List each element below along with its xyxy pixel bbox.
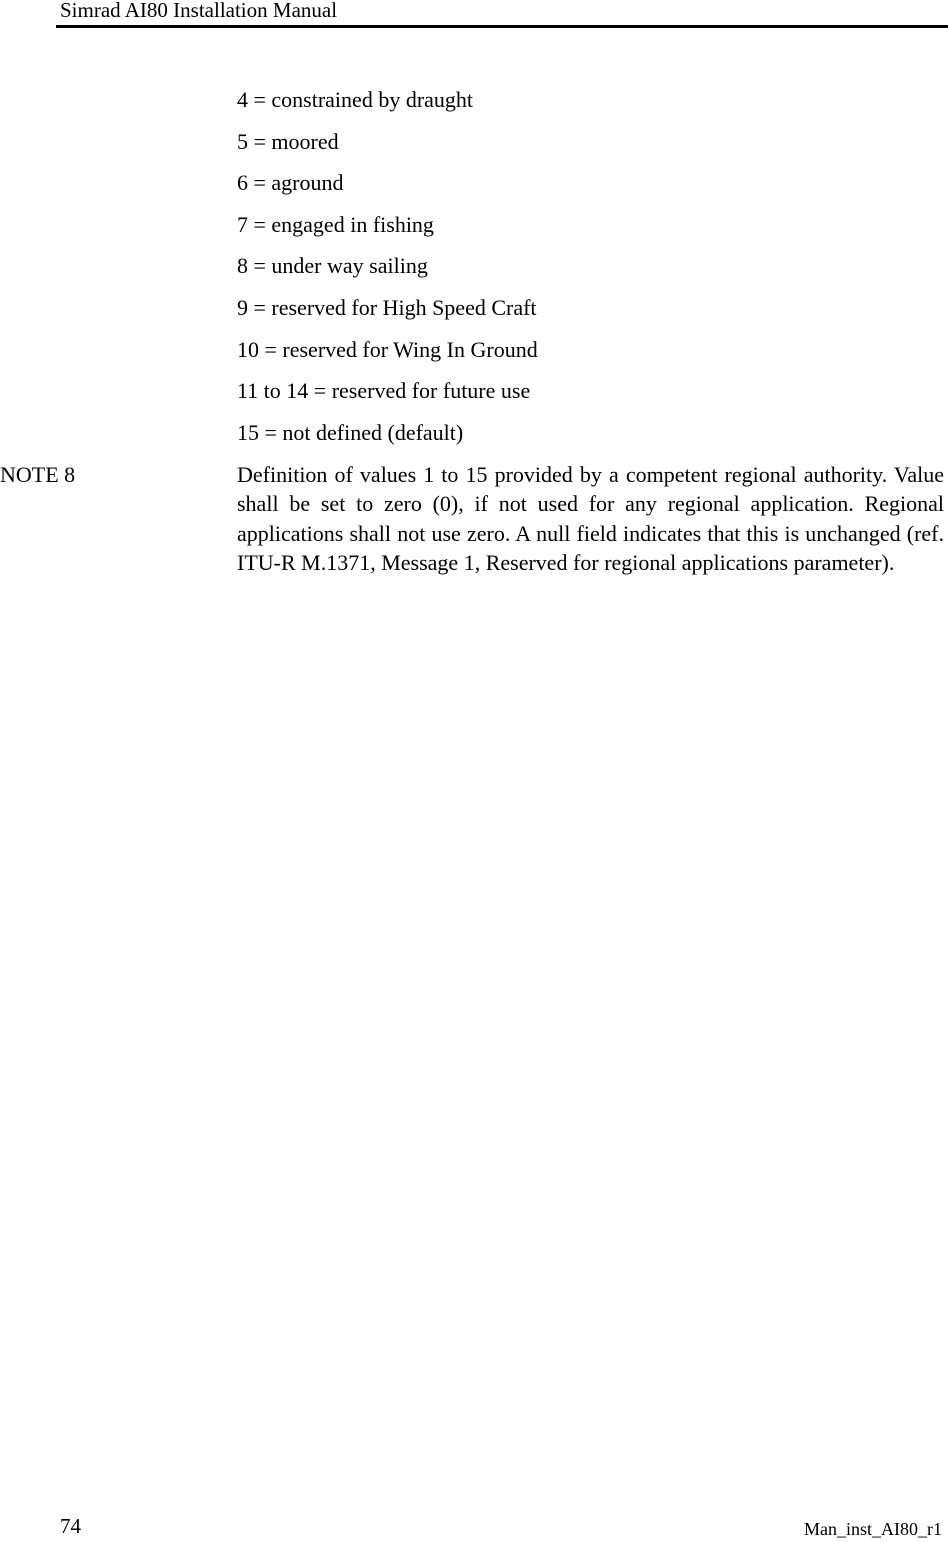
list-item: 7 = engaged in fishing — [237, 211, 434, 237]
list-item: 10 = reserved for Wing In Ground — [237, 336, 538, 362]
list-item: 9 = reserved for High Speed Craft — [237, 294, 537, 320]
status-value-list — [237, 86, 538, 460]
list-item: 4 = constrained by draught — [237, 87, 474, 112]
list-item: 15 = not defined (default) — [237, 419, 464, 445]
document-id: Man_inst_AI80_r1 — [804, 1519, 942, 1539]
list-item: 5 = moored — [237, 128, 339, 154]
list-item: 11 to 14 = reserved for future use — [237, 378, 531, 404]
header-rule — [56, 25, 948, 28]
list-item: 6 = aground — [237, 170, 344, 196]
page-number: 74 — [60, 1514, 81, 1538]
header-title: Simrad AI80 Installation Manual — [60, 0, 338, 22]
list-item: 8 = under way sailing — [237, 253, 428, 279]
note-text: Definition of values 1 to 15 provided by a competent regional authority. Value shall be set to zero (0), if not used for any regional application. Regional applications shall not use zero. A null field indicates that this is unchanged (ref. ITU-R M.1371, Message 1, Reserved for regional applications parameter). — [237, 462, 944, 575]
note-label: NOTE 8 — [0, 462, 76, 487]
